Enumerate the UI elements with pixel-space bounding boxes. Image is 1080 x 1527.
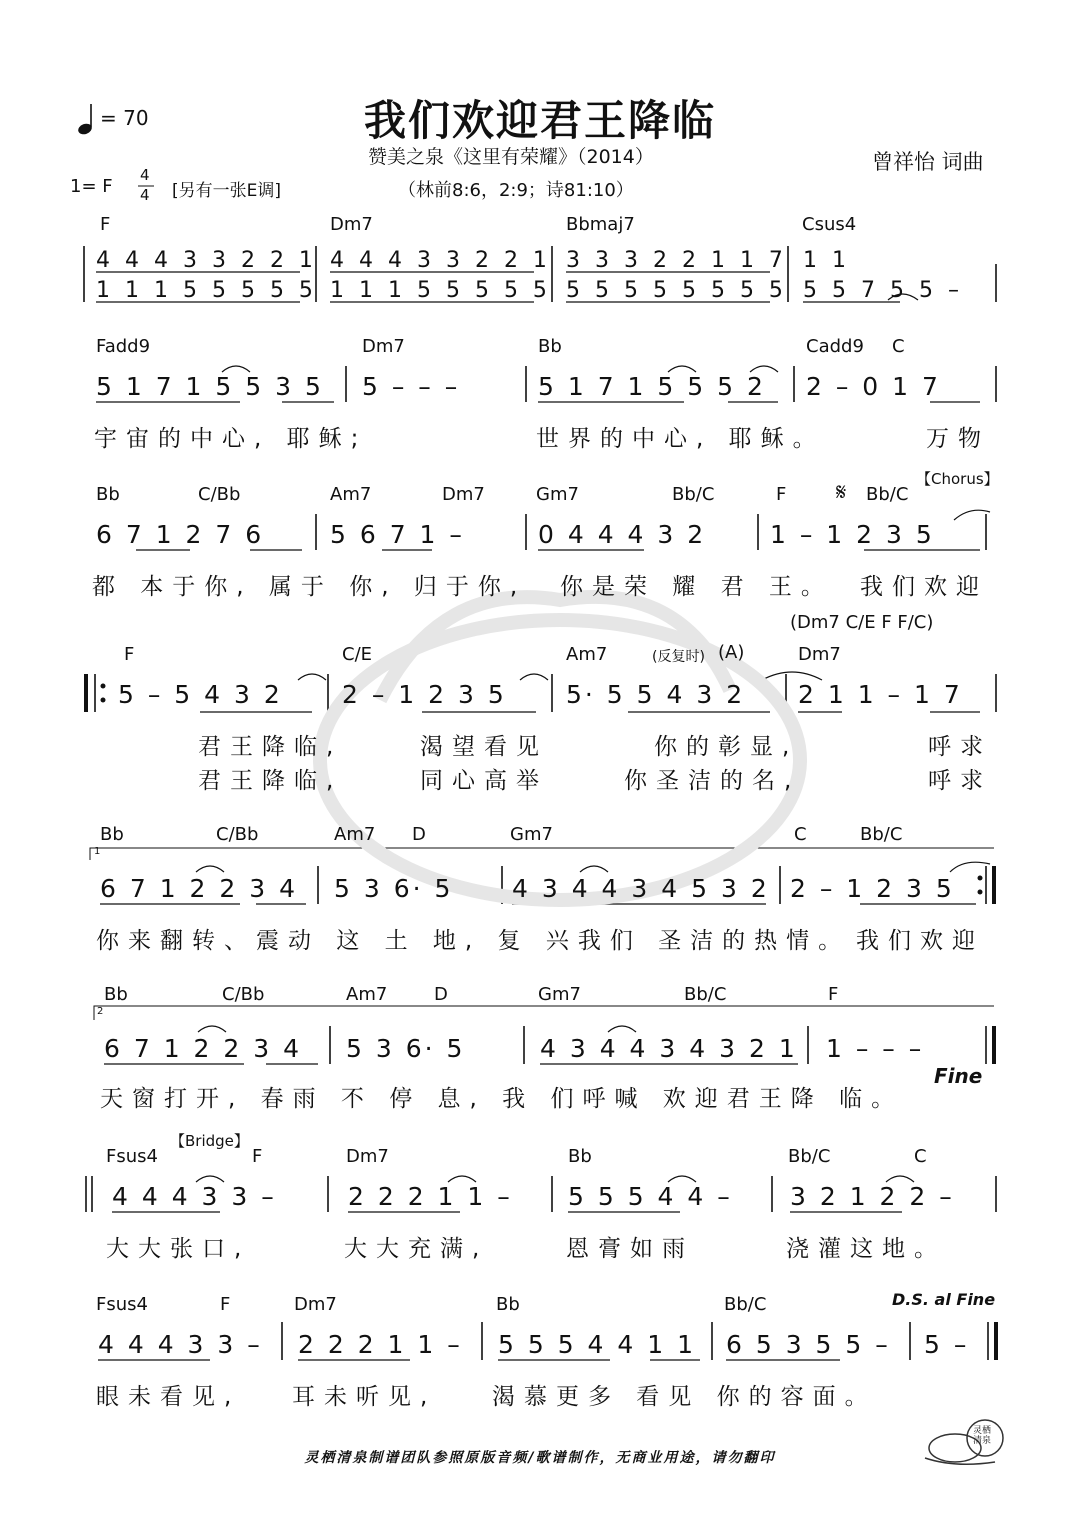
- chord-symbol: F: [220, 1294, 231, 1315]
- lyric-line: 天窗打开, 春雨 不 停 息, 我 们呼喊 欢迎君王降 临。: [100, 1086, 904, 1112]
- chord-symbol: C: [914, 1146, 927, 1167]
- volta-number: 1: [94, 846, 101, 857]
- notes-measure: 5 3 6· 5: [346, 1034, 466, 1063]
- composer-credit: 曾祥怡 词曲: [872, 150, 984, 174]
- fine-marking: Fine: [934, 1064, 983, 1088]
- chord-symbol: Bb/C: [684, 984, 727, 1005]
- chord-symbol: Cadd9: [806, 336, 864, 357]
- chord-symbol: Dm7: [798, 644, 841, 665]
- bridge-tag: 【Bridge】: [170, 1132, 249, 1150]
- chord-symbol: Dm7: [346, 1146, 389, 1167]
- scripture-reference: （林前8:6，2:9；诗81:10）: [398, 180, 634, 201]
- lyric-line: 大大张口,: [106, 1236, 251, 1262]
- chord-symbol: C/E: [342, 644, 373, 665]
- chord-symbol: F: [252, 1146, 263, 1167]
- chord-symbol: C/Bb: [222, 984, 265, 1005]
- time-signature-top: 4: [140, 166, 150, 184]
- notes-lower: 5 5 7 5 5 –: [803, 278, 963, 303]
- notes-measure: 2 – 1 2 3 5: [790, 874, 955, 903]
- notes-upper: 3 3 3 2 2 1 1 7: [566, 248, 787, 273]
- notes-lower: 1 1 1 5 5 5 5 5: [330, 278, 551, 303]
- chord-symbol: C/Bb: [216, 824, 259, 845]
- logo-text: 灵栖清泉: [973, 1426, 992, 1446]
- notes-measure: 4 4 4 3 3 –: [98, 1330, 263, 1359]
- lyric-line: 渴慕更多 看见 你的容面。: [492, 1384, 877, 1410]
- lyric-line: 宇宙的中心, 耶稣;: [94, 426, 368, 452]
- notes-measure: 6 7 1 2 2 3 4: [104, 1034, 303, 1063]
- lyric-line: 君王降临,: [198, 734, 343, 760]
- notes-lower: 1 1 1 5 5 5 5 5: [96, 278, 317, 303]
- chord-symbol: Am7: [346, 984, 388, 1005]
- notes-measure: 5· 5 5 4 3 2: [566, 680, 746, 709]
- chord-symbol: C: [892, 336, 905, 357]
- chord-symbol: D: [434, 984, 448, 1005]
- notes-measure: 2 1 1 – 1 7: [798, 680, 963, 709]
- album-subtitle: 赞美之泉《这里有荣耀》（2014）: [368, 146, 654, 168]
- lyric-line: 恩膏如雨: [566, 1236, 694, 1262]
- notes-measure: 4 3 4 4 3 4 3 2 1: [540, 1034, 798, 1063]
- chorus-tag: 【Chorus】: [916, 470, 999, 488]
- chord-symbol: Dm7: [330, 214, 373, 235]
- chord-symbol: Bbmaj7: [566, 214, 635, 235]
- lyric-line-2: 呼求: [928, 768, 992, 794]
- chord-symbol: Bb: [96, 484, 120, 505]
- notes-measure: 5 5 5 4 4 –: [568, 1182, 733, 1211]
- notes-upper: 4 4 4 3 3 2 2 1: [330, 248, 551, 273]
- chord-symbol: Dm7: [362, 336, 405, 357]
- notes-measure: 5 1 7 1 5 5 3 5: [96, 372, 324, 401]
- lyric-line: 世界的中心, 耶稣。: [536, 426, 825, 452]
- chord-symbol: Dm7: [294, 1294, 337, 1315]
- lyric-line-2: 同心高举: [420, 768, 548, 794]
- lyric-line: 万物: [926, 426, 990, 452]
- chord-symbol: C/Bb: [198, 484, 241, 505]
- chord-symbol: Am7: [566, 644, 608, 665]
- chord-symbol: Fsus4: [106, 1146, 158, 1167]
- notes-measure: 2 – 0 1 7: [806, 372, 941, 401]
- notes-measure: 5 – 5 4 3 2: [118, 680, 283, 709]
- lyric-line: 你的彰显,: [654, 734, 799, 760]
- volta-number: 2: [97, 1006, 104, 1017]
- notes-measure: 5 6 7 1 –: [330, 520, 465, 549]
- notes-upper: 1 1: [803, 248, 850, 273]
- chord-symbol: Fsus4: [96, 1294, 148, 1315]
- chord-symbol: Gm7: [538, 984, 581, 1005]
- chord-symbol: Bb: [104, 984, 128, 1005]
- lyric-line: 大大充满,: [344, 1236, 489, 1262]
- notes-measure: 2 2 2 1 1 –: [348, 1182, 513, 1211]
- publisher-logo: [915, 1414, 1007, 1470]
- footer-credit: 灵栖清泉制谱团队参照原版音频/歌谱制作，无商业用途，请勿翻印: [304, 1450, 776, 1466]
- notes-measure: 5 5 5 4 4 1 1: [498, 1330, 697, 1359]
- chord-symbol: Bb: [538, 336, 562, 357]
- chord-symbol: Bb/C: [724, 1294, 767, 1315]
- ds-al-fine-marking: D.S. al Fine: [892, 1290, 996, 1309]
- chord-symbol: Bb/C: [788, 1146, 831, 1167]
- notes-measure: 3 2 1 2 2 –: [790, 1182, 955, 1211]
- chord-symbol: Bb/C: [860, 824, 903, 845]
- notes-measure: 4 4 4 3 3 –: [112, 1182, 277, 1211]
- notes-upper: 4 4 4 3 3 2 2 1: [96, 248, 317, 273]
- notes-lower: 5 5 5 5 5 5 5 5: [566, 278, 787, 303]
- chord-symbol: F: [100, 214, 111, 235]
- chord-symbol: Fadd9: [96, 336, 151, 357]
- chord-symbol: Dm7: [442, 484, 485, 505]
- lyric-line: 眼未看见,: [96, 1384, 241, 1410]
- chord-symbol: Bb: [568, 1146, 592, 1167]
- chord-symbol: Csus4: [802, 214, 857, 235]
- lyric-line: 浇灌这地。: [786, 1236, 946, 1262]
- notes-measure: 5 – – –: [362, 372, 461, 401]
- chord-symbol: Gm7: [536, 484, 579, 505]
- notes-measure: 5 3 6· 5: [334, 874, 454, 903]
- notes-measure: 1 – – –: [826, 1034, 925, 1063]
- lyric-line: 耳未听见,: [292, 1384, 437, 1410]
- chord-symbol: C: [794, 824, 807, 845]
- lyric-line: 呼求: [928, 734, 992, 760]
- chord-symbol: Am7: [330, 484, 372, 505]
- song-title: 我们欢迎君王降临: [363, 96, 716, 145]
- chord-symbol: Bb/C: [672, 484, 715, 505]
- notes-measure: 0 4 4 4 3 2: [538, 520, 707, 549]
- key-signature: 1= F: [70, 176, 113, 197]
- chord-symbol: Am7: [334, 824, 376, 845]
- notes-measure: 4 3 4 4 3 4 5 3 2: [512, 874, 770, 903]
- lyric-line: 我们欢迎: [860, 574, 988, 600]
- notes-measure: 2 – 1 2 3 5: [342, 680, 507, 709]
- notes-measure: 5 1 7 1 5 5 5 2: [538, 372, 766, 401]
- chord-symbol: D: [412, 824, 426, 845]
- notes-measure: 6 7 1 2 2 3 4: [100, 874, 299, 903]
- chord-symbol: F: [776, 484, 787, 505]
- tempo-marking: = 70: [100, 106, 149, 130]
- chord-symbol: F: [828, 984, 839, 1005]
- lyric-line: 你是荣 耀 君 王。: [560, 574, 833, 600]
- section-a-marker: (A): [718, 642, 745, 663]
- notes-measure: 2 2 2 1 1 –: [298, 1330, 463, 1359]
- repeat-chords-note: (Dm7 C/E F F/C): [790, 612, 934, 633]
- chord-symbol: Gm7: [510, 824, 553, 845]
- notes-measure: 1 – 1 2 3 5: [770, 520, 935, 549]
- chord-symbol: Bb: [496, 1294, 520, 1315]
- lyric-line: 渴望看见: [420, 734, 548, 760]
- notes-measure: 6 5 3 5 5 –: [726, 1330, 891, 1359]
- chord-symbol: Bb: [100, 824, 124, 845]
- time-signature-bottom: 4: [140, 186, 150, 204]
- lyric-line-2: 你圣洁的名,: [624, 768, 801, 794]
- notes-measure: 6 7 1 2 7 6: [96, 520, 265, 549]
- segno-icon: 𝄋: [836, 478, 847, 506]
- lyric-line: 都 本于你, 属于 你, 归于你,: [92, 574, 527, 600]
- lyric-line: 我们欢迎: [856, 928, 984, 954]
- notes-measure: 5 –: [924, 1330, 970, 1359]
- chord-symbol: F: [124, 644, 135, 665]
- chord-symbol: Bb/C: [866, 484, 909, 505]
- alternate-key-note: [另有一张E调]: [172, 181, 282, 201]
- lyric-line: 你来翻转、震动 这 土 地, 复 兴我们 圣洁的热情。: [96, 928, 851, 954]
- repeat-marker: (反复时): [652, 649, 705, 665]
- lyric-line-2: 君王降临,: [198, 768, 343, 794]
